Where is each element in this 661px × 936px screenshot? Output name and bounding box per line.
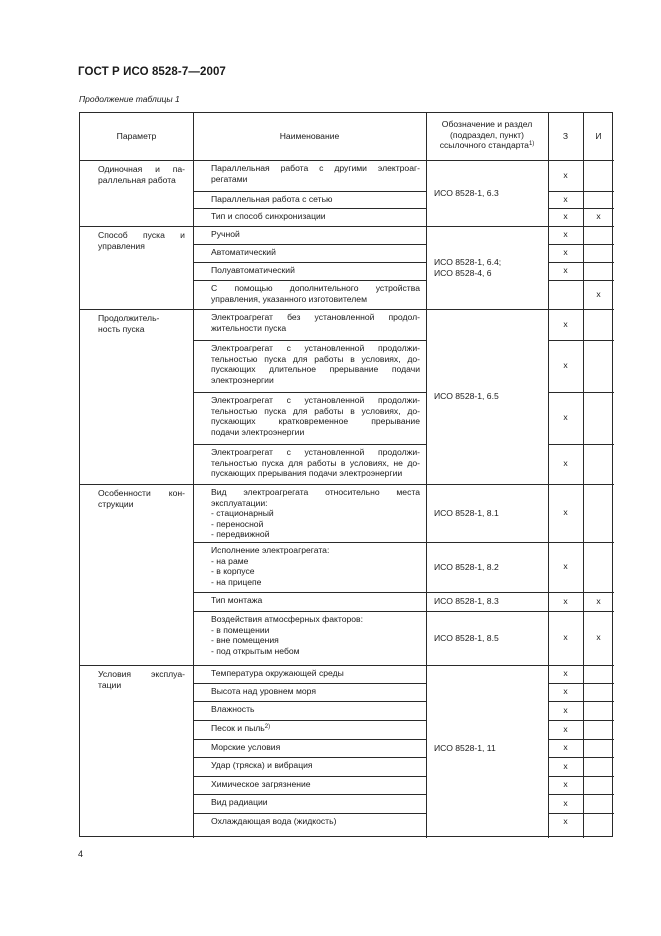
row-divider: [193, 592, 426, 593]
row-divider: [193, 542, 426, 543]
mark-z: x: [563, 816, 568, 826]
row-divider: [193, 794, 426, 795]
mark-z: x: [563, 704, 568, 715]
group-parameter: Особенности кон-: [98, 488, 185, 498]
item-name: регатами: [211, 173, 248, 184]
mark-z: x: [563, 265, 568, 275]
group-parameter: управления: [98, 240, 145, 251]
mark-z: x: [563, 595, 568, 606]
footnote-marker: 1): [528, 141, 535, 148]
row-divider: [80, 160, 614, 161]
footnote-marker: 2): [264, 724, 271, 730]
item-name: эксплуатации:: [211, 497, 268, 508]
row-divider: [80, 309, 614, 310]
group-parameter: Одиночная и па-: [98, 164, 185, 174]
row-divider: [548, 244, 614, 245]
row-divider: [548, 444, 614, 445]
item-name: электроэнергии: [211, 374, 274, 385]
header-parameter: Параметр: [116, 131, 157, 141]
row-divider: [548, 813, 614, 814]
row-divider: [193, 191, 426, 192]
item-name: Влажность: [211, 704, 255, 714]
row-divider: [193, 757, 426, 758]
row-divider: [193, 701, 426, 702]
mark-z: x: [563, 742, 568, 752]
item-name: Удар (тряска) и вибрация: [211, 760, 313, 770]
group-parameter: Условия эксплуа-: [98, 669, 185, 679]
row-divider: [193, 813, 426, 814]
row-divider: [193, 208, 426, 209]
item-name: Ручной: [211, 229, 240, 239]
item-name: Тип и способ синхронизации: [211, 211, 326, 221]
reference: ИСО 8528-1, 8.5: [434, 632, 499, 643]
item-name: Вид электроагрегата относительно места: [211, 487, 420, 497]
row-divider: [548, 683, 614, 684]
row-divider: [548, 720, 614, 721]
row-divider: [548, 392, 614, 393]
row-divider: [193, 262, 426, 263]
row-divider: [426, 542, 548, 543]
item-name: Электроагрегат с установленной продолжи-: [211, 447, 420, 457]
row-divider: [548, 592, 614, 593]
item-name: Автоматический: [211, 247, 276, 257]
item-name: Температура окружающей среды: [211, 668, 344, 678]
mark-z: x: [563, 169, 568, 180]
reference: ИСО 8528-1, 11: [434, 742, 496, 753]
item-name: Химическое загрязнение: [211, 779, 311, 789]
reference: ИСО 8528-1, 6.4;: [434, 256, 502, 267]
item-name: подачи электроэнергии: [211, 426, 305, 437]
reference: ИСО 8528-1, 8.2: [434, 561, 499, 572]
row-divider: [80, 226, 614, 227]
row-divider: [548, 776, 614, 777]
column-divider: [193, 113, 194, 838]
mark-z: x: [563, 247, 568, 257]
header-reference: (подраздел, пункт): [450, 129, 524, 140]
row-divider: [548, 611, 614, 612]
item-name: Электроагрегат с установленной продолжи-: [211, 343, 420, 353]
header-i: И: [595, 131, 602, 141]
mark-z: x: [563, 723, 568, 734]
group-parameter: Способ пуска и: [98, 230, 185, 240]
row-divider: [548, 757, 614, 758]
item-name: - в корпусе: [211, 566, 255, 577]
header-z: З: [562, 131, 569, 141]
header-name: Наименование: [279, 131, 340, 141]
mark-z: x: [563, 686, 568, 696]
row-divider: [80, 484, 614, 485]
item-name: - переносной: [211, 518, 264, 529]
item-name: Охлаждающая вода (жидкость): [211, 816, 337, 826]
row-divider: [193, 720, 426, 721]
item-name: Морские условия: [211, 742, 281, 752]
group-parameter: тации: [98, 679, 122, 690]
spec-table: [79, 112, 613, 837]
item-name: тельностью пуска для работы в условиях, до-: [211, 353, 420, 364]
header-reference: ссылочного стандарта$^{1)}$: [439, 140, 535, 151]
row-divider: [193, 776, 426, 777]
row-divider: [548, 280, 614, 281]
mark-z: x: [563, 193, 568, 204]
page-number: 4: [78, 849, 84, 859]
mark-i: x: [596, 595, 601, 606]
mark-z: x: [563, 668, 568, 678]
item-name: Полуавтоматический: [211, 265, 295, 275]
item-name: - передвижной: [211, 529, 270, 540]
row-divider: [193, 739, 426, 740]
row-divider: [193, 444, 426, 445]
item-name: С помощью дополнительного устройства: [211, 283, 420, 293]
row-divider: [548, 794, 614, 795]
mark-z: x: [563, 211, 568, 221]
item-name: Параллельная работа с сетью: [211, 194, 333, 204]
item-name: - на прицепе: [211, 576, 262, 587]
mark-z: x: [563, 779, 568, 789]
item-name: - стационарный: [211, 508, 274, 519]
reference: ИСО 8528-1, 8.1: [434, 507, 499, 518]
item-name: - на раме: [211, 555, 249, 566]
row-divider: [193, 683, 426, 684]
group-parameter: струкции: [98, 498, 134, 509]
mark-z: x: [563, 632, 568, 642]
item-name: Электроагрегат без установленной продол-: [211, 312, 420, 322]
item-name: Вид радиации: [211, 797, 268, 807]
mark-z: x: [563, 458, 568, 468]
mark-i: x: [596, 288, 601, 299]
row-divider: [548, 340, 614, 341]
mark-i: x: [596, 632, 601, 642]
mark-z: x: [563, 507, 568, 517]
mark-z: x: [563, 561, 568, 571]
item-name: управления, указанного изготовителем: [211, 293, 367, 304]
reference: ИСО 8528-4, 6: [434, 267, 492, 278]
row-divider: [193, 392, 426, 393]
mark-i: x: [596, 211, 601, 221]
item-name: Воздействия атмосферных факторов:: [211, 614, 363, 624]
row-divider: [548, 739, 614, 740]
group-parameter: раллельная работа: [98, 174, 176, 185]
item-name: - вне помещения: [211, 635, 279, 646]
mark-z: x: [563, 360, 568, 370]
reference: ИСО 8528-1, 6.5: [434, 391, 499, 402]
item-name: тельностью пуска для работы в условиях, до-: [211, 405, 420, 416]
mark-z: x: [563, 412, 568, 422]
row-divider: [193, 340, 426, 341]
header-reference: Обозначение и раздел: [441, 119, 533, 129]
item-name: Параллельная работа с другими электроаг-: [211, 163, 420, 173]
row-divider: [426, 611, 548, 612]
reference: ИСО 8528-1, 8.3: [434, 596, 499, 607]
item-name: Высота над уровнем моря: [211, 686, 316, 696]
column-divider: [426, 113, 427, 838]
item-name: Песок и пыль$^{2)}$: [211, 723, 271, 733]
row-divider: [193, 611, 426, 612]
item-name: жительности пуска: [211, 322, 287, 333]
item-name: Электроагрегат с установленной продолжи-: [211, 395, 420, 405]
row-divider: [80, 665, 614, 666]
row-divider: [548, 542, 614, 543]
mark-z: x: [563, 797, 568, 808]
item-name: пускающих кратковременное прерывание: [211, 416, 420, 427]
mark-z: x: [563, 229, 568, 239]
row-divider: [426, 592, 548, 593]
document-title: ГОСТ Р ИСО 8528-7—2007: [78, 66, 226, 78]
item-name: - в помещении: [211, 624, 270, 635]
item-name: Исполнение электроагрегата:: [211, 545, 330, 555]
mark-z: x: [563, 760, 568, 771]
mark-z: x: [563, 318, 568, 329]
item-name: пускающих прерывания подачи электроэнергии: [211, 468, 403, 479]
reference: ИСО 8528-1, 6.3: [434, 187, 499, 198]
row-divider: [193, 244, 426, 245]
item-name: Тип монтажа: [211, 595, 263, 605]
item-name: - под открытым небом: [211, 645, 300, 656]
group-parameter: Продолжитель-: [98, 313, 160, 323]
item-name: пускающих длительное прерывание подачи: [211, 364, 420, 375]
row-divider: [548, 262, 614, 263]
row-divider: [548, 191, 614, 192]
column-divider: [583, 113, 584, 838]
table-caption: Продолжение таблицы 1: [79, 94, 180, 104]
group-parameter: ность пуска: [98, 323, 145, 334]
item-name: тельностью пуска для работы в условиях, не до-: [211, 457, 420, 468]
row-divider: [193, 280, 426, 281]
row-divider: [548, 701, 614, 702]
row-divider: [548, 208, 614, 209]
